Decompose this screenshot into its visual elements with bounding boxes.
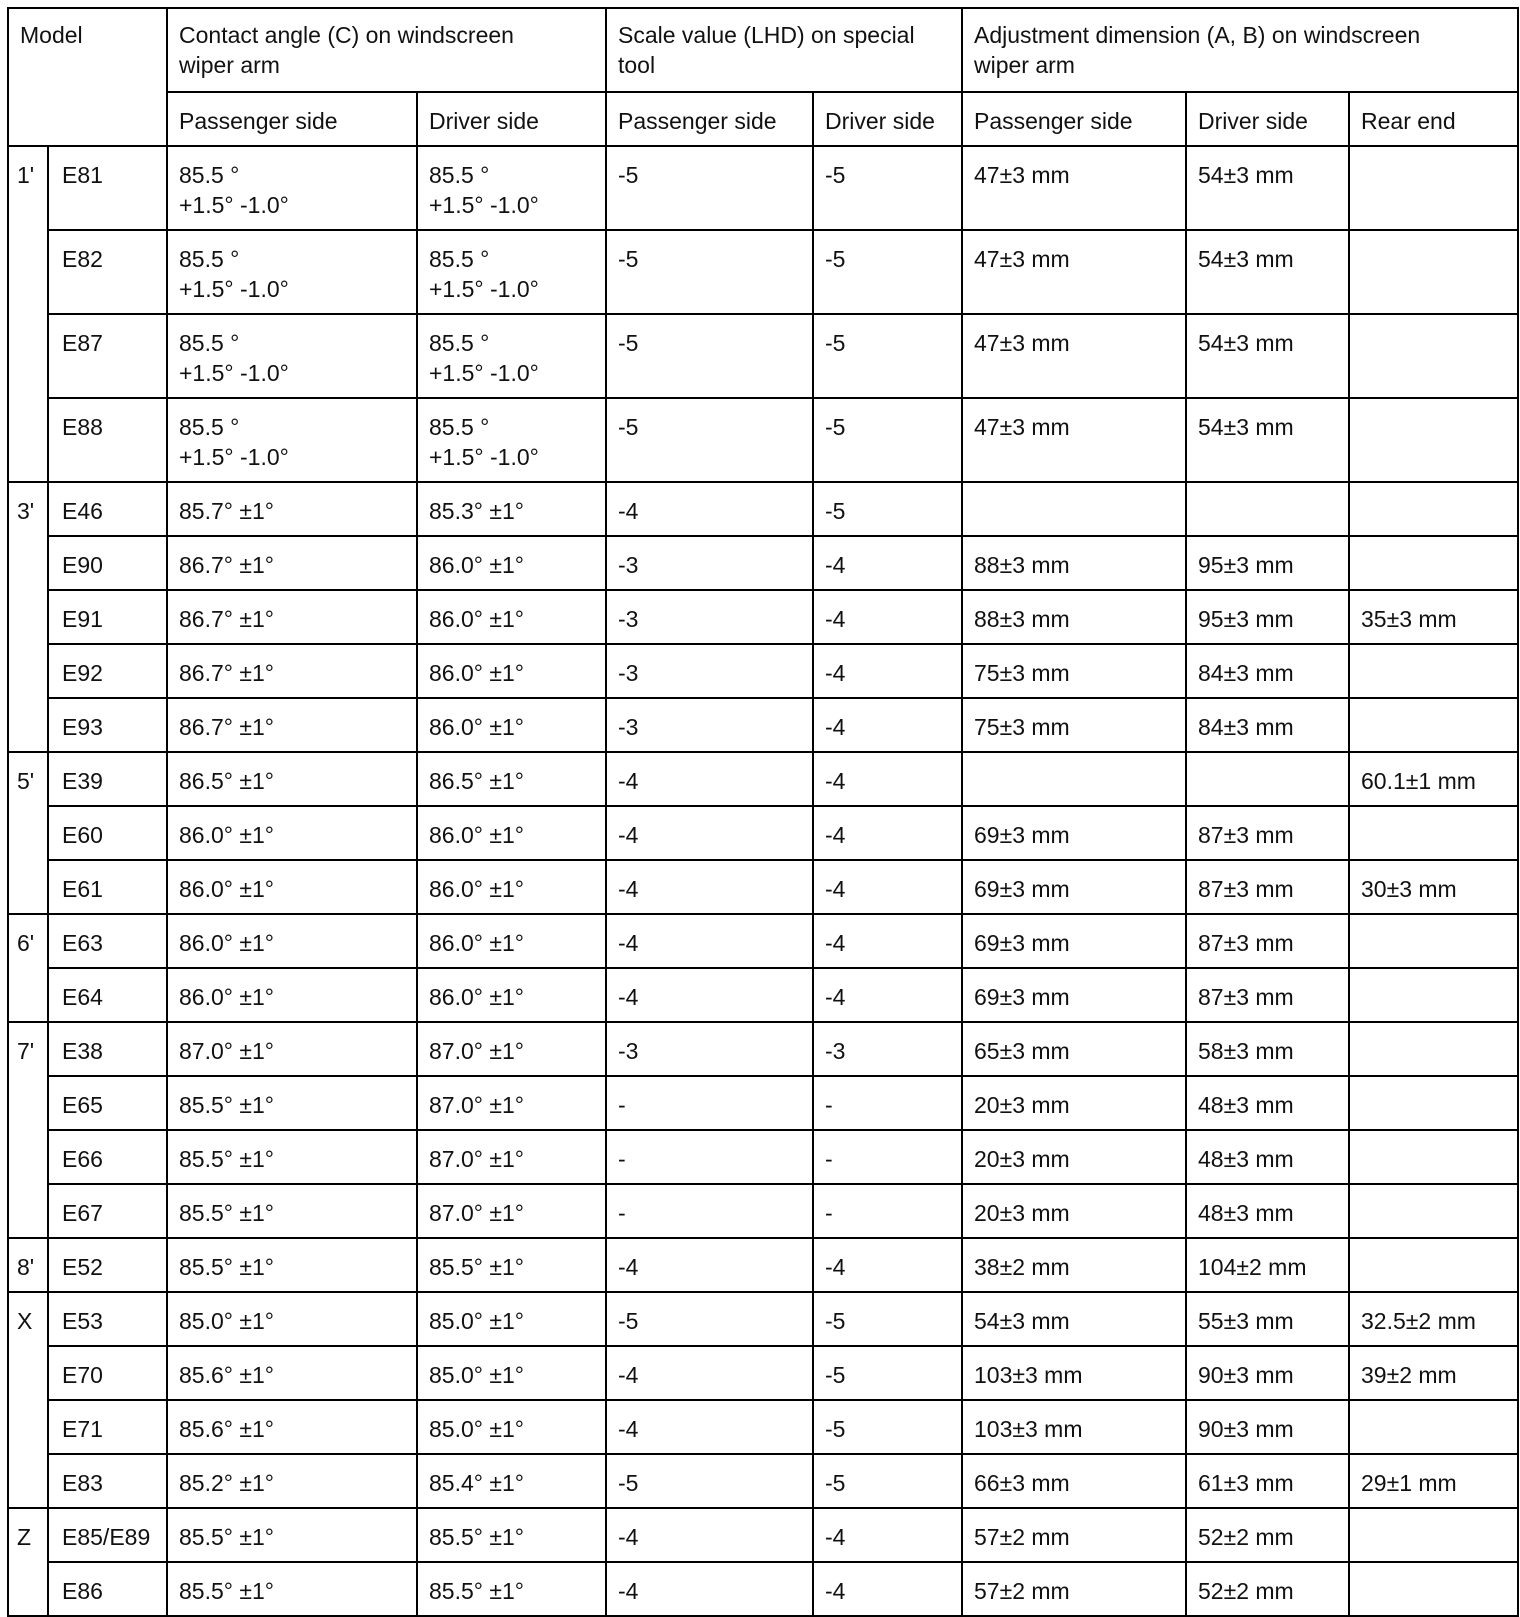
cell-angle-driver: 86.0° ±1° xyxy=(417,860,606,914)
cell-angle-passenger: 85.5° ±1° xyxy=(167,1184,417,1238)
cell-rear-end xyxy=(1349,1184,1518,1238)
table-row xyxy=(8,1238,1518,1292)
cell-adjust-driver: 95±3 mm xyxy=(1186,536,1349,590)
cell-angle-driver: 86.0° ±1° xyxy=(417,914,606,968)
cell-scale-driver: -4 xyxy=(813,914,962,968)
header-adjust-rear: Rear end xyxy=(1349,92,1518,146)
cell-scale-driver: -4 xyxy=(813,860,962,914)
cell-scale-passenger: -4 xyxy=(606,914,813,968)
cell-angle-driver: 86.0° ±1° xyxy=(417,590,606,644)
cell-angle-driver: 86.0° ±1° xyxy=(417,644,606,698)
cell-scale-driver: -4 xyxy=(813,590,962,644)
cell-angle-passenger: 85.5° ±1° xyxy=(167,1130,417,1184)
cell-scale-driver: -4 xyxy=(813,536,962,590)
cell-adjust-driver: 87±3 mm xyxy=(1186,914,1349,968)
table-row xyxy=(8,1022,1518,1076)
cell-model: E53 xyxy=(48,1292,167,1346)
cell-angle-passenger: 85.5° ±1° xyxy=(167,1508,417,1562)
cell-model: E81 xyxy=(48,146,167,230)
cell-angle-driver: 85.5 ° +1.5° -1.0° xyxy=(417,146,606,230)
cell-adjust-driver: 104±2 mm xyxy=(1186,1238,1349,1292)
cell-angle-driver: 87.0° ±1° xyxy=(417,1076,606,1130)
cell-angle-driver: 87.0° ±1° xyxy=(417,1130,606,1184)
cell-adjust-driver: 84±3 mm xyxy=(1186,644,1349,698)
cell-angle-passenger: 85.5 ° +1.5° -1.0° xyxy=(167,314,417,398)
cell-scale-driver: - xyxy=(813,1184,962,1238)
cell-scale-passenger: -5 xyxy=(606,314,813,398)
cell-adjust-driver: 54±3 mm xyxy=(1186,314,1349,398)
header-scale-driver: Driver side xyxy=(813,92,962,146)
cell-rear-end xyxy=(1349,1508,1518,1562)
cell-scale-driver: -4 xyxy=(813,1562,962,1616)
cell-angle-passenger: 85.2° ±1° xyxy=(167,1454,417,1508)
cell-angle-passenger: 85.6° ±1° xyxy=(167,1346,417,1400)
cell-angle-driver: 86.0° ±1° xyxy=(417,968,606,1022)
series-label: X xyxy=(8,1292,48,1508)
cell-rear-end xyxy=(1349,698,1518,752)
cell-scale-passenger: -3 xyxy=(606,536,813,590)
table-header xyxy=(8,8,1518,146)
cell-model: E61 xyxy=(48,860,167,914)
cell-angle-passenger: 85.5° ±1° xyxy=(167,1076,417,1130)
table-row xyxy=(8,230,1518,314)
series-label: Z xyxy=(8,1508,48,1616)
cell-angle-passenger: 85.5° ±1° xyxy=(167,1562,417,1616)
cell-scale-driver: -4 xyxy=(813,806,962,860)
cell-rear-end xyxy=(1349,314,1518,398)
cell-adjust-passenger: 20±3 mm xyxy=(962,1184,1186,1238)
cell-adjust-driver xyxy=(1186,752,1349,806)
cell-adjust-driver: 87±3 mm xyxy=(1186,860,1349,914)
cell-adjust-driver: 55±3 mm xyxy=(1186,1292,1349,1346)
cell-scale-driver: -5 xyxy=(813,230,962,314)
cell-adjust-driver: 48±3 mm xyxy=(1186,1076,1349,1130)
cell-angle-driver: 87.0° ±1° xyxy=(417,1184,606,1238)
cell-scale-driver: -3 xyxy=(813,1022,962,1076)
cell-angle-passenger: 86.0° ±1° xyxy=(167,914,417,968)
table-row xyxy=(8,1508,1518,1562)
series-label: 8' xyxy=(8,1238,48,1292)
cell-adjust-driver: 54±3 mm xyxy=(1186,230,1349,314)
cell-angle-driver: 85.5° ±1° xyxy=(417,1562,606,1616)
cell-model: E71 xyxy=(48,1400,167,1454)
cell-angle-passenger: 86.7° ±1° xyxy=(167,536,417,590)
cell-scale-driver: -5 xyxy=(813,146,962,230)
cell-scale-driver: - xyxy=(813,1130,962,1184)
cell-adjust-driver: 54±3 mm xyxy=(1186,146,1349,230)
table-row xyxy=(8,860,1518,914)
cell-adjust-driver: 48±3 mm xyxy=(1186,1130,1349,1184)
cell-adjust-passenger: 69±3 mm xyxy=(962,806,1186,860)
cell-adjust-passenger: 57±2 mm xyxy=(962,1508,1186,1562)
cell-adjust-passenger: 69±3 mm xyxy=(962,860,1186,914)
cell-angle-driver: 85.0° ±1° xyxy=(417,1346,606,1400)
cell-angle-driver: 87.0° ±1° xyxy=(417,1022,606,1076)
cell-angle-driver: 86.0° ±1° xyxy=(417,698,606,752)
cell-adjust-passenger: 69±3 mm xyxy=(962,968,1186,1022)
header-scale-passenger: Passenger side xyxy=(606,92,813,146)
cell-rear-end xyxy=(1349,1238,1518,1292)
table-row xyxy=(8,968,1518,1022)
cell-scale-passenger: -3 xyxy=(606,590,813,644)
table-row xyxy=(8,1346,1518,1400)
table-row xyxy=(8,752,1518,806)
table-row xyxy=(8,644,1518,698)
cell-angle-driver: 85.0° ±1° xyxy=(417,1292,606,1346)
cell-adjust-driver: 58±3 mm xyxy=(1186,1022,1349,1076)
cell-scale-driver: -5 xyxy=(813,1454,962,1508)
cell-model: E92 xyxy=(48,644,167,698)
cell-scale-passenger: -4 xyxy=(606,1562,813,1616)
cell-adjust-passenger: 103±3 mm xyxy=(962,1346,1186,1400)
cell-adjust-passenger: 88±3 mm xyxy=(962,590,1186,644)
cell-adjust-driver: 90±3 mm xyxy=(1186,1346,1349,1400)
cell-model: E93 xyxy=(48,698,167,752)
table-row xyxy=(8,1130,1518,1184)
cell-scale-passenger: -3 xyxy=(606,1022,813,1076)
cell-adjust-passenger: 75±3 mm xyxy=(962,644,1186,698)
cell-model: E83 xyxy=(48,1454,167,1508)
cell-adjust-driver xyxy=(1186,482,1349,536)
cell-scale-passenger: - xyxy=(606,1130,813,1184)
cell-model: E88 xyxy=(48,398,167,482)
cell-scale-passenger: -4 xyxy=(606,1238,813,1292)
table-row xyxy=(8,146,1518,230)
table-row xyxy=(8,1400,1518,1454)
cell-model: E63 xyxy=(48,914,167,968)
cell-adjust-passenger: 103±3 mm xyxy=(962,1400,1186,1454)
series-label: 1' xyxy=(8,146,48,482)
cell-angle-passenger: 85.5° ±1° xyxy=(167,1238,417,1292)
cell-scale-passenger: -4 xyxy=(606,752,813,806)
table-row xyxy=(8,1184,1518,1238)
cell-rear-end: 30±3 mm xyxy=(1349,860,1518,914)
cell-adjust-driver: 52±2 mm xyxy=(1186,1562,1349,1616)
header-row-sub xyxy=(8,92,1518,146)
cell-scale-driver: -5 xyxy=(813,482,962,536)
header-angle-driver: Driver side xyxy=(417,92,606,146)
cell-scale-driver: -4 xyxy=(813,1508,962,1562)
cell-angle-passenger: 86.7° ±1° xyxy=(167,698,417,752)
cell-scale-passenger: - xyxy=(606,1076,813,1130)
cell-rear-end: 60.1±1 mm xyxy=(1349,752,1518,806)
cell-adjust-driver: 61±3 mm xyxy=(1186,1454,1349,1508)
cell-angle-driver: 85.3° ±1° xyxy=(417,482,606,536)
cell-model: E52 xyxy=(48,1238,167,1292)
cell-scale-passenger: -3 xyxy=(606,698,813,752)
cell-scale-driver: -4 xyxy=(813,698,962,752)
cell-rear-end xyxy=(1349,914,1518,968)
cell-model: E38 xyxy=(48,1022,167,1076)
table-row xyxy=(8,536,1518,590)
cell-angle-driver: 85.5 ° +1.5° -1.0° xyxy=(417,230,606,314)
header-row-main xyxy=(8,8,1518,92)
table-row xyxy=(8,806,1518,860)
cell-angle-driver: 85.5 ° +1.5° -1.0° xyxy=(417,398,606,482)
cell-scale-passenger: -4 xyxy=(606,860,813,914)
cell-model: E66 xyxy=(48,1130,167,1184)
cell-rear-end xyxy=(1349,1076,1518,1130)
cell-scale-passenger: -5 xyxy=(606,1454,813,1508)
cell-adjust-passenger xyxy=(962,752,1186,806)
table-row xyxy=(8,1454,1518,1508)
cell-scale-driver: -5 xyxy=(813,1400,962,1454)
cell-angle-passenger: 86.0° ±1° xyxy=(167,806,417,860)
cell-scale-driver: -4 xyxy=(813,644,962,698)
header-adjustment-dimension: Adjustment dimension (A, B) on windscreen wiper arm xyxy=(962,8,1518,92)
cell-adjust-driver: 48±3 mm xyxy=(1186,1184,1349,1238)
table-row xyxy=(8,482,1518,536)
table-row xyxy=(8,1562,1518,1616)
cell-scale-driver: -4 xyxy=(813,1238,962,1292)
cell-angle-driver: 86.0° ±1° xyxy=(417,536,606,590)
cell-angle-passenger: 85.0° ±1° xyxy=(167,1292,417,1346)
cell-angle-passenger: 86.0° ±1° xyxy=(167,968,417,1022)
cell-scale-passenger: -4 xyxy=(606,968,813,1022)
cell-adjust-passenger: 57±2 mm xyxy=(962,1562,1186,1616)
cell-rear-end xyxy=(1349,482,1518,536)
cell-rear-end xyxy=(1349,1400,1518,1454)
cell-model: E60 xyxy=(48,806,167,860)
table-row xyxy=(8,1292,1518,1346)
header-contact-angle: Contact angle (C) on windscreen wiper arm xyxy=(167,8,606,92)
table-row xyxy=(8,590,1518,644)
cell-angle-passenger: 85.7° ±1° xyxy=(167,482,417,536)
series-label: 6' xyxy=(8,914,48,1022)
cell-scale-passenger: -5 xyxy=(606,146,813,230)
header-angle-passenger: Passenger side xyxy=(167,92,417,146)
cell-adjust-passenger: 47±3 mm xyxy=(962,314,1186,398)
cell-scale-passenger: -4 xyxy=(606,1508,813,1562)
cell-scale-passenger: -4 xyxy=(606,1346,813,1400)
cell-model: E70 xyxy=(48,1346,167,1400)
cell-scale-passenger: -5 xyxy=(606,398,813,482)
cell-angle-passenger: 86.5° ±1° xyxy=(167,752,417,806)
table-body xyxy=(8,146,1518,1616)
cell-angle-driver: 85.5 ° +1.5° -1.0° xyxy=(417,314,606,398)
cell-model: E85/E89 xyxy=(48,1508,167,1562)
cell-scale-passenger: -4 xyxy=(606,806,813,860)
cell-rear-end xyxy=(1349,230,1518,314)
cell-rear-end xyxy=(1349,1562,1518,1616)
cell-rear-end: 29±1 mm xyxy=(1349,1454,1518,1508)
table-row xyxy=(8,698,1518,752)
cell-model: E64 xyxy=(48,968,167,1022)
header-scale-value: Scale value (LHD) on special tool xyxy=(606,8,962,92)
cell-adjust-passenger xyxy=(962,482,1186,536)
cell-adjust-driver: 54±3 mm xyxy=(1186,398,1349,482)
cell-angle-passenger: 87.0° ±1° xyxy=(167,1022,417,1076)
cell-angle-passenger: 85.5 ° +1.5° -1.0° xyxy=(167,398,417,482)
cell-scale-driver: -4 xyxy=(813,968,962,1022)
cell-adjust-passenger: 47±3 mm xyxy=(962,230,1186,314)
wiper-spec-table xyxy=(7,7,1519,1617)
cell-adjust-passenger: 20±3 mm xyxy=(962,1076,1186,1130)
cell-adjust-driver: 52±2 mm xyxy=(1186,1508,1349,1562)
cell-adjust-passenger: 38±2 mm xyxy=(962,1238,1186,1292)
header-adjust-driver: Driver side xyxy=(1186,92,1349,146)
cell-angle-driver: 85.5° ±1° xyxy=(417,1508,606,1562)
cell-rear-end xyxy=(1349,1130,1518,1184)
series-label: 7' xyxy=(8,1022,48,1238)
cell-scale-driver: -5 xyxy=(813,398,962,482)
table-row xyxy=(8,398,1518,482)
cell-model: E67 xyxy=(48,1184,167,1238)
cell-model: E82 xyxy=(48,230,167,314)
cell-adjust-passenger: 54±3 mm xyxy=(962,1292,1186,1346)
cell-rear-end xyxy=(1349,1022,1518,1076)
series-label: 3' xyxy=(8,482,48,752)
cell-rear-end: 39±2 mm xyxy=(1349,1346,1518,1400)
cell-rear-end: 35±3 mm xyxy=(1349,590,1518,644)
cell-scale-passenger: - xyxy=(606,1184,813,1238)
cell-scale-passenger: -5 xyxy=(606,230,813,314)
cell-angle-passenger: 86.0° ±1° xyxy=(167,860,417,914)
cell-adjust-passenger: 88±3 mm xyxy=(962,536,1186,590)
series-label: 5' xyxy=(8,752,48,914)
cell-adjust-passenger: 20±3 mm xyxy=(962,1130,1186,1184)
cell-angle-driver: 86.5° ±1° xyxy=(417,752,606,806)
cell-angle-passenger: 86.7° ±1° xyxy=(167,590,417,644)
cell-angle-passenger: 86.7° ±1° xyxy=(167,644,417,698)
cell-scale-passenger: -5 xyxy=(606,1292,813,1346)
cell-adjust-driver: 87±3 mm xyxy=(1186,806,1349,860)
cell-model: E65 xyxy=(48,1076,167,1130)
cell-adjust-passenger: 47±3 mm xyxy=(962,398,1186,482)
cell-adjust-driver: 90±3 mm xyxy=(1186,1400,1349,1454)
cell-model: E39 xyxy=(48,752,167,806)
cell-scale-driver: -5 xyxy=(813,1346,962,1400)
cell-adjust-passenger: 65±3 mm xyxy=(962,1022,1186,1076)
cell-angle-passenger: 85.5 ° +1.5° -1.0° xyxy=(167,146,417,230)
cell-rear-end xyxy=(1349,398,1518,482)
cell-scale-driver: -5 xyxy=(813,1292,962,1346)
cell-angle-driver: 85.5° ±1° xyxy=(417,1238,606,1292)
cell-rear-end xyxy=(1349,644,1518,698)
table-row xyxy=(8,314,1518,398)
cell-angle-passenger: 85.5 ° +1.5° -1.0° xyxy=(167,230,417,314)
table-row xyxy=(8,914,1518,968)
cell-rear-end xyxy=(1349,968,1518,1022)
header-model: Model xyxy=(8,8,167,146)
header-adjust-passenger: Passenger side xyxy=(962,92,1186,146)
cell-adjust-passenger: 69±3 mm xyxy=(962,914,1186,968)
cell-scale-passenger: -4 xyxy=(606,1400,813,1454)
cell-angle-driver: 85.4° ±1° xyxy=(417,1454,606,1508)
cell-rear-end xyxy=(1349,146,1518,230)
cell-angle-passenger: 85.6° ±1° xyxy=(167,1400,417,1454)
cell-model: E87 xyxy=(48,314,167,398)
cell-rear-end xyxy=(1349,536,1518,590)
cell-rear-end: 32.5±2 mm xyxy=(1349,1292,1518,1346)
cell-scale-passenger: -3 xyxy=(606,644,813,698)
cell-model: E46 xyxy=(48,482,167,536)
cell-adjust-driver: 87±3 mm xyxy=(1186,968,1349,1022)
cell-adjust-driver: 95±3 mm xyxy=(1186,590,1349,644)
cell-rear-end xyxy=(1349,806,1518,860)
cell-model: E86 xyxy=(48,1562,167,1616)
cell-angle-driver: 85.0° ±1° xyxy=(417,1400,606,1454)
cell-adjust-driver: 84±3 mm xyxy=(1186,698,1349,752)
cell-adjust-passenger: 47±3 mm xyxy=(962,146,1186,230)
cell-adjust-passenger: 75±3 mm xyxy=(962,698,1186,752)
table-row xyxy=(8,1076,1518,1130)
cell-scale-driver: -4 xyxy=(813,752,962,806)
cell-adjust-passenger: 66±3 mm xyxy=(962,1454,1186,1508)
cell-scale-passenger: -4 xyxy=(606,482,813,536)
cell-scale-driver: - xyxy=(813,1076,962,1130)
cell-model: E91 xyxy=(48,590,167,644)
cell-angle-driver: 86.0° ±1° xyxy=(417,806,606,860)
cell-model: E90 xyxy=(48,536,167,590)
cell-scale-driver: -5 xyxy=(813,314,962,398)
